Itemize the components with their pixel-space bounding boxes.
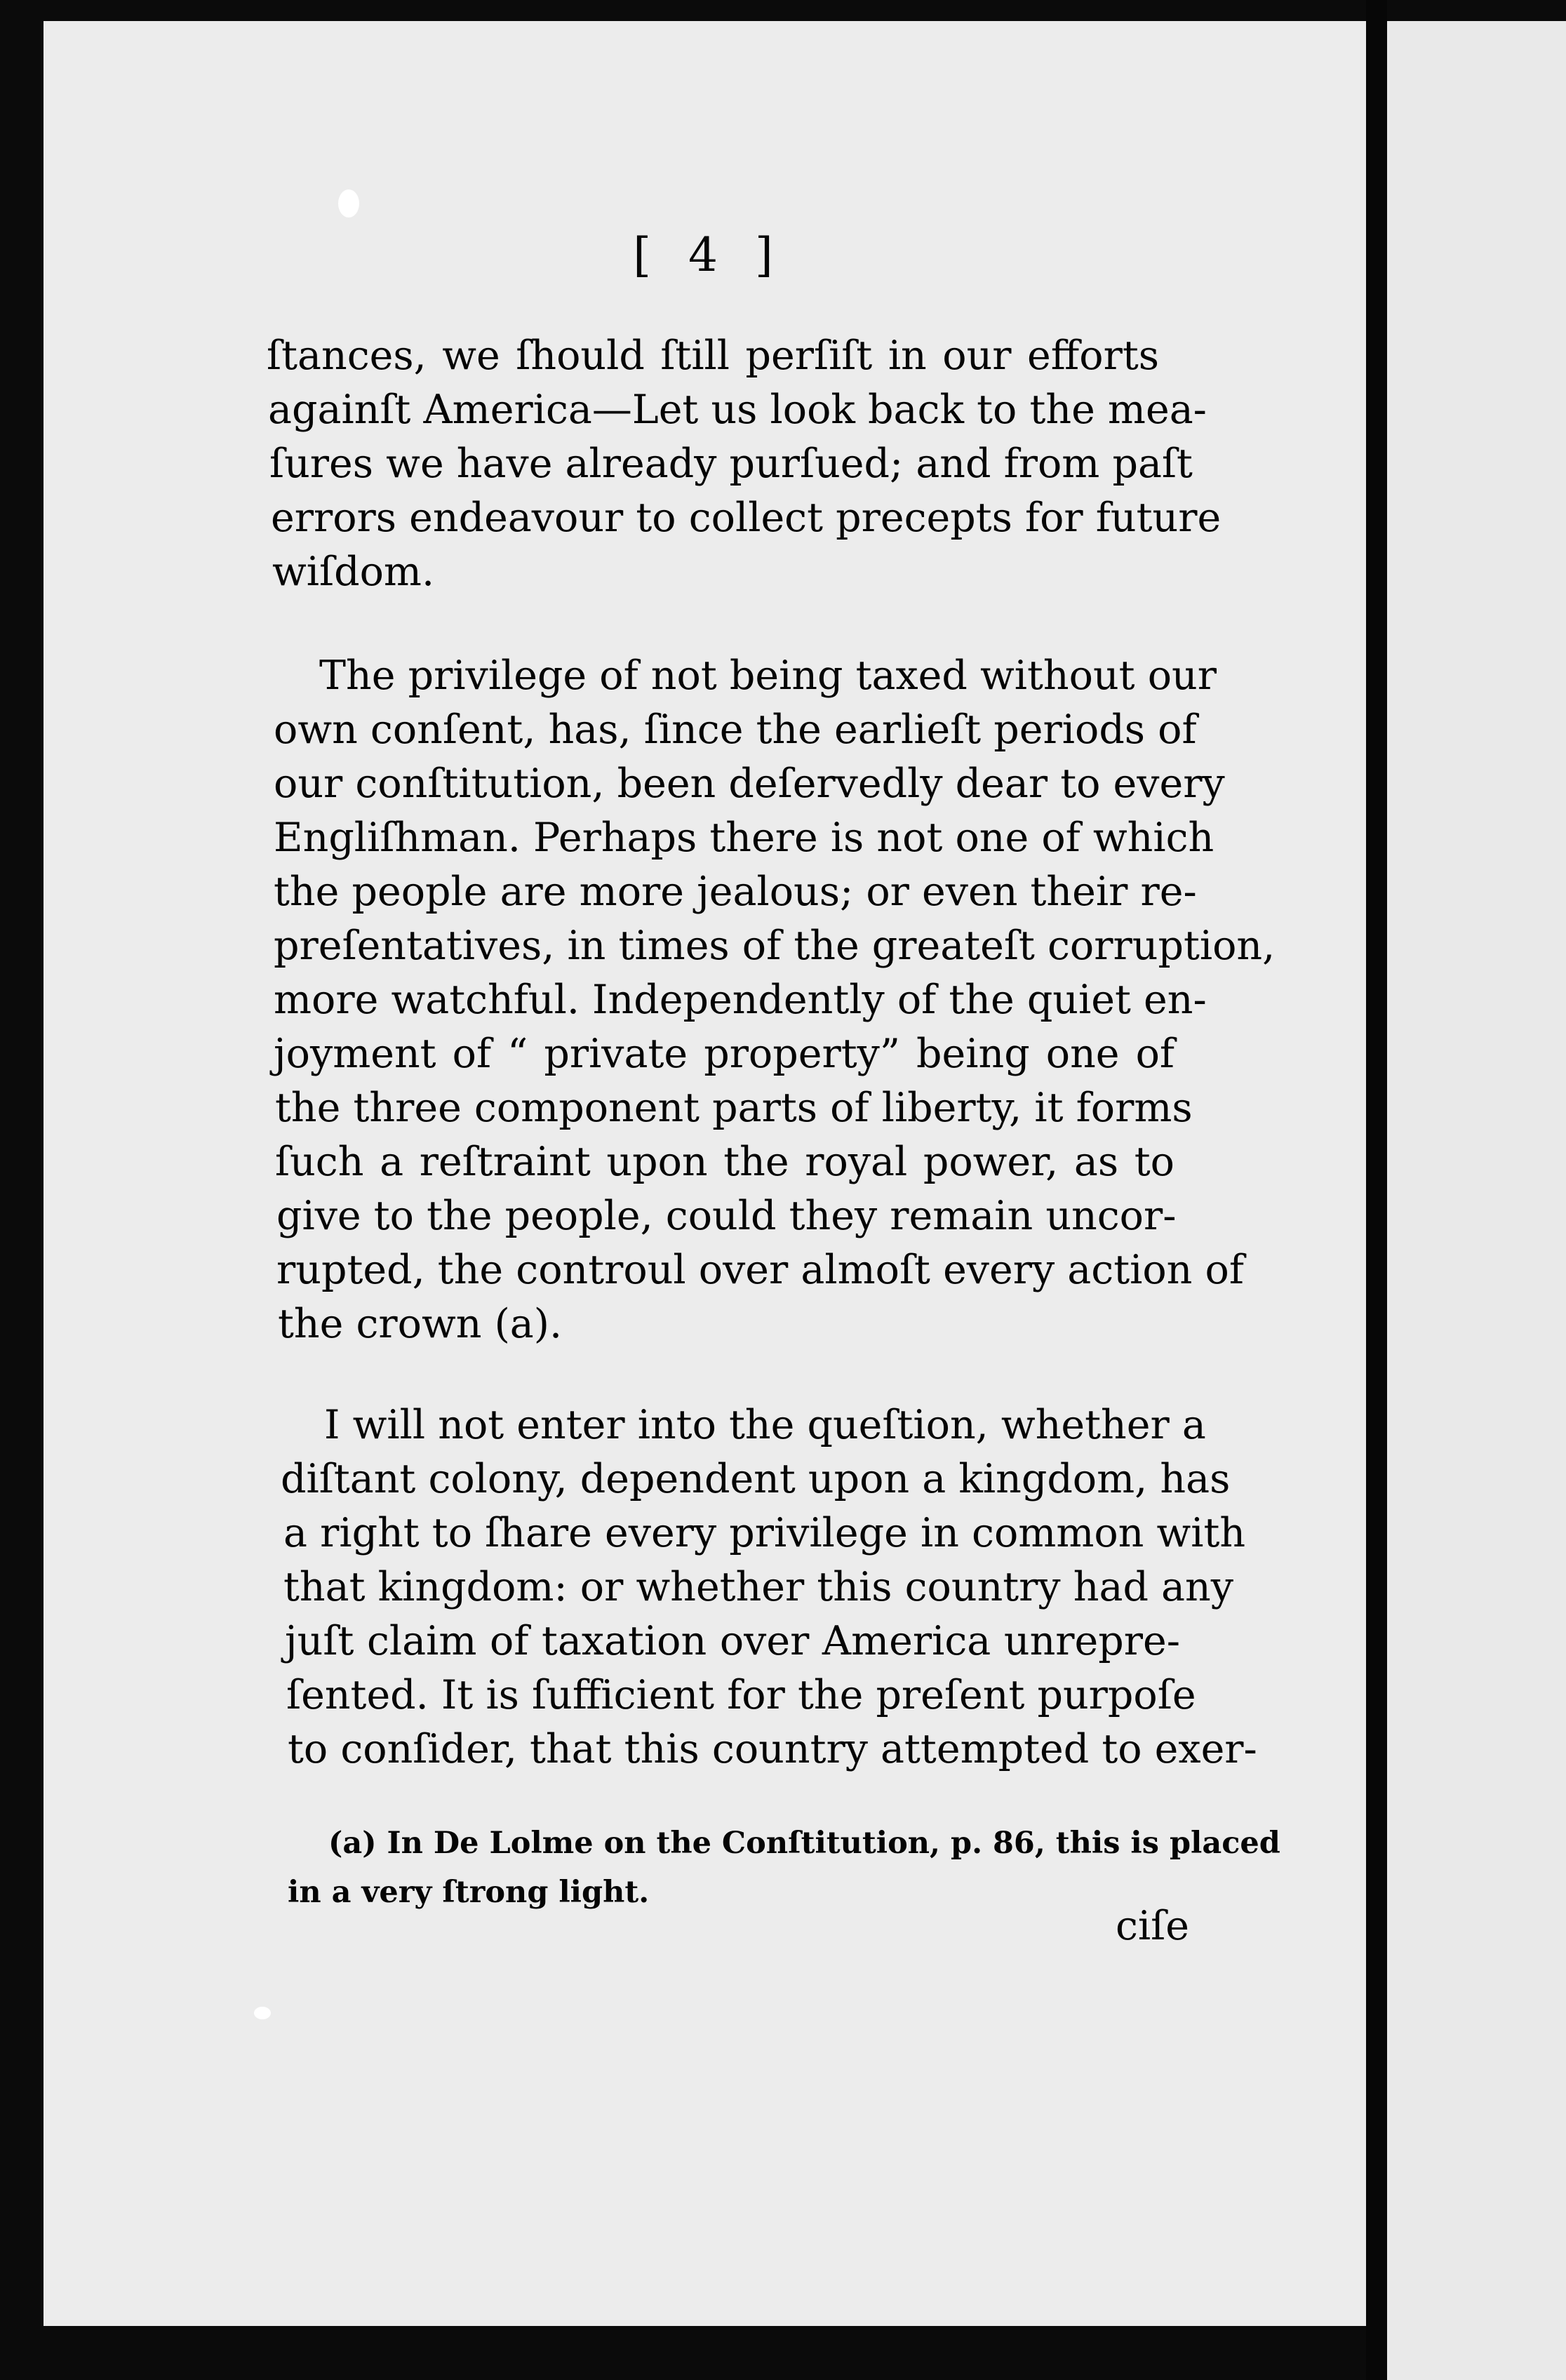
text-line: more watchful. Independently of the quiet en-: [274, 977, 1207, 1023]
text-line: ſented. It is ſufficient for the preſent purpoſe: [286, 1672, 1196, 1718]
text-line: give to the people, could they remain uncor-: [276, 1193, 1177, 1239]
facing-page-edge: [1387, 21, 1566, 2380]
text-line: joyment of “ private property” being one of: [274, 1031, 1174, 1077]
footnote-line: (a) In De Lolme on the Conſtitution, p. 86, this is placed: [328, 1826, 1280, 1861]
text-line: our conſtitution, been deſervedly dear to every: [274, 761, 1225, 807]
text-line: ſures we have already purſued; and from paſt: [269, 441, 1193, 487]
text-line: The privilege of not being taxed without our: [319, 653, 1217, 699]
binding-gutter: [1366, 0, 1387, 2380]
catchword: ciſe: [1116, 1903, 1189, 1949]
page-number: [ 4 ]: [633, 228, 784, 282]
text-line: ſtances, we ſhould ſtill perſiſt in our efforts: [267, 333, 1159, 379]
text-line: own conſent, has, ſince the earlieſt periods of: [274, 707, 1197, 753]
text-line: rupted, the controul over almoſt every action of: [276, 1247, 1244, 1293]
text-line: Engliſhman. Perhaps there is not one of which: [274, 815, 1214, 861]
text-line: againſt America—Let us look back to the mea-: [268, 387, 1207, 433]
text-line: errors endeavour to collect precepts for future: [271, 495, 1222, 541]
text-line: to conſider, that this country attempted to exer-: [288, 1726, 1257, 1772]
text-line: juſt claim of taxation over America unrepre-: [285, 1618, 1180, 1664]
paper-speck: [338, 189, 359, 218]
text-line: the crown (a).: [278, 1301, 563, 1347]
text-line: ſuch a reſtraint upon the royal power, as to: [275, 1139, 1174, 1185]
paper-speck: [254, 2007, 271, 2019]
text-line: a right to ſhare every privilege in common with: [283, 1510, 1246, 1556]
text-line: wiſdom.: [272, 549, 435, 595]
footnote-line: in a very ſtrong light.: [288, 1875, 650, 1910]
text-line: diſtant colony, dependent upon a kingdom, has: [281, 1456, 1231, 1502]
text-line: that kingdom: or whether this country had any: [283, 1564, 1233, 1610]
text-line: the people are more jealous; or even their re-: [274, 869, 1197, 915]
text-line: preſentatives, in times of the greateſt corruption,: [274, 923, 1276, 969]
text-line: the three component parts of liberty, it forms: [275, 1085, 1193, 1131]
text-line: I will not enter into the queſtion, whether a: [324, 1402, 1206, 1448]
